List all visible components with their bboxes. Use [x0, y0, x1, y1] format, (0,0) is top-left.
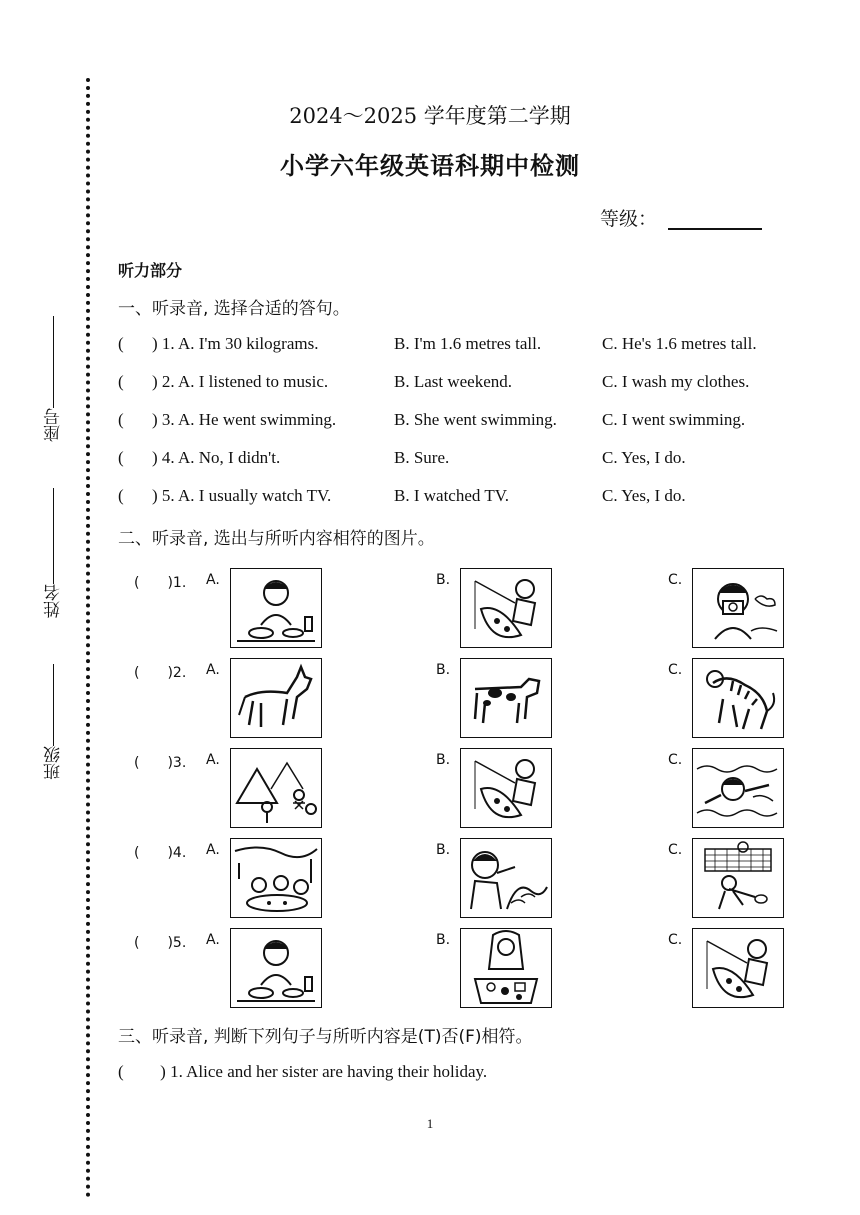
question-row [118, 486, 818, 510]
picture-question-row [118, 658, 798, 742]
question-text [152, 448, 280, 468]
kids-picnic-icon[interactable] [230, 838, 322, 918]
option-b: B. Sure. [394, 448, 450, 467]
exam-title: 小学六年级英语科期中检测 [280, 152, 580, 180]
question-number: ) 1. [152, 334, 175, 353]
picture-question-row [118, 748, 798, 832]
seat-number-blank [53, 316, 54, 408]
class-field [38, 660, 68, 780]
boy-fishing-icon[interactable] [460, 748, 552, 828]
question-number: ) 3. [152, 410, 175, 429]
question-text: Alice and her sister are having their holiday. [186, 1062, 488, 1081]
answer-paren[interactable]: ( [118, 448, 124, 467]
option-b-label: B. [436, 662, 451, 678]
option-a-label: A. [206, 572, 220, 588]
option-b: B. Last weekend. [394, 372, 513, 391]
question-row [118, 372, 818, 396]
question-row [118, 334, 818, 358]
question-text [152, 372, 328, 392]
picture-question-number[interactable]: ( )3. [134, 755, 187, 771]
picture-question-number[interactable]: ( )5. [134, 935, 187, 951]
girl-shopping-icon[interactable] [460, 928, 552, 1008]
answer-paren[interactable]: ( [118, 486, 124, 505]
name-blank [53, 488, 54, 584]
cow-icon[interactable] [460, 658, 552, 738]
question-text [152, 334, 318, 354]
option-b: B. I watched TV. [394, 486, 510, 505]
question-row [118, 410, 818, 434]
question-number: ) 1. [160, 1062, 183, 1081]
grade-label: 等级： [600, 208, 658, 230]
picture-question-row [118, 928, 798, 1012]
picture-question-row [118, 838, 798, 922]
picture-question-number[interactable]: ( )2. [134, 665, 187, 681]
option-b-label: B. [436, 752, 451, 768]
boy-fishing-icon[interactable] [460, 568, 552, 648]
binding-dotted-line [86, 78, 90, 1198]
option-c: C. I wash my clothes. [602, 372, 750, 391]
question-row [118, 448, 818, 472]
picture-question-row [118, 568, 798, 652]
picture-question-number[interactable]: ( )1. [134, 575, 187, 591]
option-a: A. I listened to music. [177, 372, 329, 391]
section1-instruction: 一、听录音, 选择合适的答句。 [118, 299, 350, 319]
option-b: B. She went swimming. [394, 410, 557, 429]
option-c-label: C. [668, 572, 683, 588]
option-c-label: C. [668, 752, 683, 768]
class-label: 班级 [43, 746, 64, 780]
option-c-label: C. [668, 842, 683, 858]
answer-paren[interactable]: ( [118, 410, 124, 429]
class-blank [53, 664, 54, 746]
picture-question-number[interactable]: ( )4. [134, 845, 187, 861]
camping-icon[interactable] [230, 748, 322, 828]
option-c: C. I went swimming. [602, 410, 746, 429]
option-a: A. I usually watch TV. [177, 486, 332, 505]
grade-blank[interactable] [668, 228, 762, 230]
option-c-label: C. [668, 932, 683, 948]
question-number: ) 5. [152, 486, 175, 505]
question-number: ) 4. [152, 448, 175, 467]
tiger-icon[interactable] [692, 658, 784, 738]
answer-paren[interactable]: ( [118, 1062, 124, 1081]
section2-instruction: 二、听录音, 选出与所听内容相符的图片。 [118, 529, 435, 549]
boy-taking-photo-icon[interactable] [692, 568, 784, 648]
option-a: A. I'm 30 kilograms. [177, 334, 319, 353]
boy-fishing-icon[interactable] [692, 928, 784, 1008]
option-a: A. No, I didn't. [177, 448, 281, 467]
listening-heading: 听力部分 [118, 261, 183, 280]
question-number: ) 2. [152, 372, 175, 391]
name-field [38, 484, 68, 618]
term-heading: 2024～2025 学年度第二学期 [289, 104, 571, 128]
option-c-label: C. [668, 662, 683, 678]
option-b: B. I'm 1.6 metres tall. [394, 334, 542, 353]
option-b-label: B. [436, 572, 451, 588]
boy-at-sea-icon[interactable] [460, 838, 552, 918]
name-label: 姓名 [43, 584, 64, 618]
answer-paren[interactable]: ( [118, 334, 124, 353]
donkey-icon[interactable] [230, 658, 322, 738]
answer-paren[interactable]: ( [118, 372, 124, 391]
boy-swimming-icon[interactable] [692, 748, 784, 828]
tf-question-row [118, 1062, 487, 1082]
option-a-label: A. [206, 932, 220, 948]
option-c: C. He's 1.6 metres tall. [602, 334, 757, 353]
section3-instruction: 三、听录音, 判断下列句子与所听内容是(T)否(F)相符。 [118, 1027, 533, 1047]
option-a: A. He went swimming. [177, 410, 337, 429]
option-a-label: A. [206, 752, 220, 768]
boy-eating-icon[interactable] [230, 568, 322, 648]
page-number: 1 [426, 1116, 434, 1131]
seat-number-label: 座号 [43, 408, 64, 442]
option-b-label: B. [436, 932, 451, 948]
option-c: C. Yes, I do. [602, 448, 686, 467]
question-text [152, 486, 331, 506]
boy-badminton-icon[interactable] [692, 838, 784, 918]
option-c: C. Yes, I do. [602, 486, 686, 505]
option-a-label: A. [206, 662, 220, 678]
seat-number-field [38, 312, 68, 442]
option-b-label: B. [436, 842, 451, 858]
option-a-label: A. [206, 842, 220, 858]
question-text [152, 410, 336, 430]
boy-eating-icon[interactable] [230, 928, 322, 1008]
